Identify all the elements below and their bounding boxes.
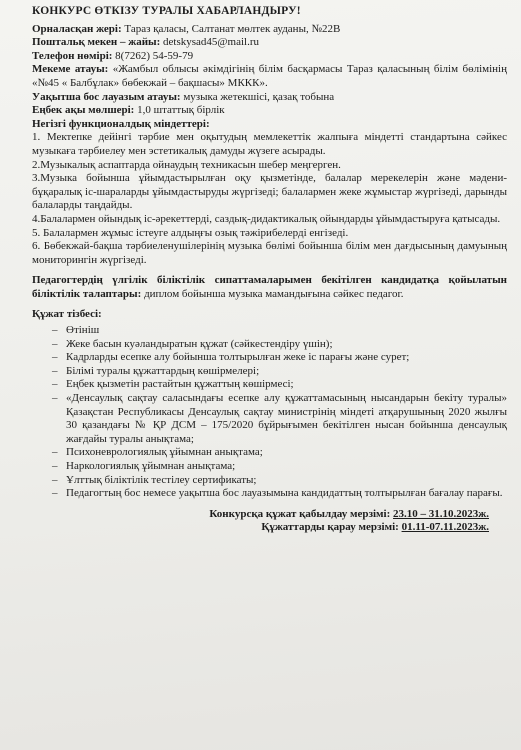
duty-item: 6. Бөбекжай-бақша тәрбиеленушілерінің музыка бөлімі бойынша білім мен дағдысының дамуының мониторингін жүргізеді. bbox=[32, 240, 507, 266]
deadline-submission bbox=[32, 508, 507, 522]
duty-item: 2.Музыкалық аспаптарда ойнаудың техникасын шебер меңгерген. bbox=[32, 158, 341, 171]
doc-item: – Білімі туралы құжаттардың көшірмелері; bbox=[66, 365, 507, 379]
vacancy-label: Уақытша бос лауазым атауы: bbox=[32, 90, 181, 103]
deadline-review bbox=[32, 521, 507, 535]
phone-line bbox=[32, 50, 507, 64]
requirements-value: диплом бойынша музыка мамандығына сәйкес педагог. bbox=[141, 287, 404, 300]
salary-label: Еңбек ақы мөлшері: bbox=[32, 104, 135, 117]
phone-value: 8(7262) 54-59-79 bbox=[112, 49, 194, 62]
duty-item: 5. Балалармен жұмыс істеуге алдыңғы озық тәжірибелерді енгізеді. bbox=[32, 226, 349, 239]
doc-item: – Өтініш bbox=[66, 324, 507, 338]
duty-item: 4.Балалармен ойындық іс-әрекеттерді, саздық-дидактикалық ойындарды ұйымдастыруға қатысады. bbox=[32, 212, 501, 225]
doc-item: – Ұлттық біліктілік тестілеу сертификаты; bbox=[66, 474, 507, 488]
deadline-review-dates: 01.11-07.11.2023ж. bbox=[401, 521, 489, 534]
doc-item: – Еңбек қызметін растайтын құжаттың көшірмесі; bbox=[66, 378, 507, 392]
location-line bbox=[32, 23, 507, 37]
vacancy-value: музыка жетекшісі, қазақ тобына bbox=[180, 90, 335, 103]
docs-list bbox=[32, 324, 507, 501]
docs-heading: Құжат тізбесі: bbox=[32, 308, 102, 321]
deadline-review-label: Құжаттарды қарау мерзімі: bbox=[261, 521, 399, 534]
doc-item: – Жеке басын куәландыратын құжат (сәйкестендіру үшін); bbox=[66, 338, 507, 352]
email-label: Поштальқ мекен – жайы: bbox=[32, 36, 161, 49]
email-value: detskysad45@mail.ru bbox=[160, 36, 260, 49]
doc-item: – «Денсаулық сақтау саласындағы есепке алу құжаттамасының нысандарын бекіту туралы» Қазақстан Республикасы Денсаулық сақтау министрінің міндеті атқарушының 2020 жылғы 30 қазандағы № ҚР ДСМ – 175/2020 бұйрығымен бекітілген нысан бойынша денсаулық жағдайы туралы анықтама; bbox=[66, 392, 507, 446]
location-label: Орналасқан жері: bbox=[32, 22, 122, 35]
requirements-line bbox=[32, 274, 507, 301]
org-line bbox=[32, 63, 507, 90]
duty-item: 1. Мектепке дейінгі тәрбие мен оқытудың мемлекеттік жалпыға міндетті стандартына сәйкес музыкаға тәрбиелеу мен эстетикалық дамуды жүзеге асырады. bbox=[32, 131, 507, 157]
doc-item: – Наркологиялық ұйымнан анықтама; bbox=[66, 460, 507, 474]
requirements-label: Педагогтердің үлгілік біліктілік сипаттамаларымен бекітілген кандидатқа қойылатын біліктілік талаптары: bbox=[32, 274, 507, 300]
duties-heading: Негізгі функционалдық міндеттері: bbox=[32, 117, 210, 130]
deadline-submission-label: Конкурсқа құжат қабылдау мерзімі: bbox=[209, 507, 391, 520]
org-label: Мекеме атауы: bbox=[32, 63, 109, 76]
document-title: КОНКУРС ӨТКІЗУ ТУРАЛЫ ХАБАРЛАНДЫРУ! bbox=[32, 5, 301, 17]
doc-item: – Психоневрологиялық ұйымнан анықтама; bbox=[66, 446, 507, 460]
doc-item: – Кадрларды есепке алу бойынша толтырылған жеке іс парағы және сурет; bbox=[66, 351, 507, 365]
deadline-submission-dates: 23.10 – 31.10.2023ж. bbox=[393, 507, 489, 520]
phone-label: Телефон нөмірі: bbox=[32, 49, 113, 62]
salary-value: 1,0 штаттық бірлік bbox=[134, 104, 225, 117]
location-value: Тараз қаласы, Салтанат мөлтек ауданы, №22В bbox=[121, 22, 341, 35]
doc-item: – Педагогтың бос немесе уақытша бос лауазымына кандидаттың толтырылған бағалау парағы. bbox=[66, 487, 507, 501]
salary-line bbox=[32, 104, 507, 118]
org-value: «Жамбыл облысы әкімдігінің білім басқармасы Тараз қаласының білім бөлімінің «№45 « Балбұлак» бөбекжай – бақшасы» МККК». bbox=[32, 63, 507, 89]
email-line bbox=[32, 36, 507, 50]
duties-list bbox=[32, 131, 507, 267]
duty-item: 3.Музыка бойынша ұйымдастырылған оқу қызметінде, балалар мерекелерін және мәдени- бұқаралық іс-шараларды ұйымдастыруды жүргізеді; балалармен жеке жұмыстар жүргізеді, дарынды балаларды таңдайды. bbox=[32, 172, 507, 212]
vacancy-line bbox=[32, 91, 507, 105]
